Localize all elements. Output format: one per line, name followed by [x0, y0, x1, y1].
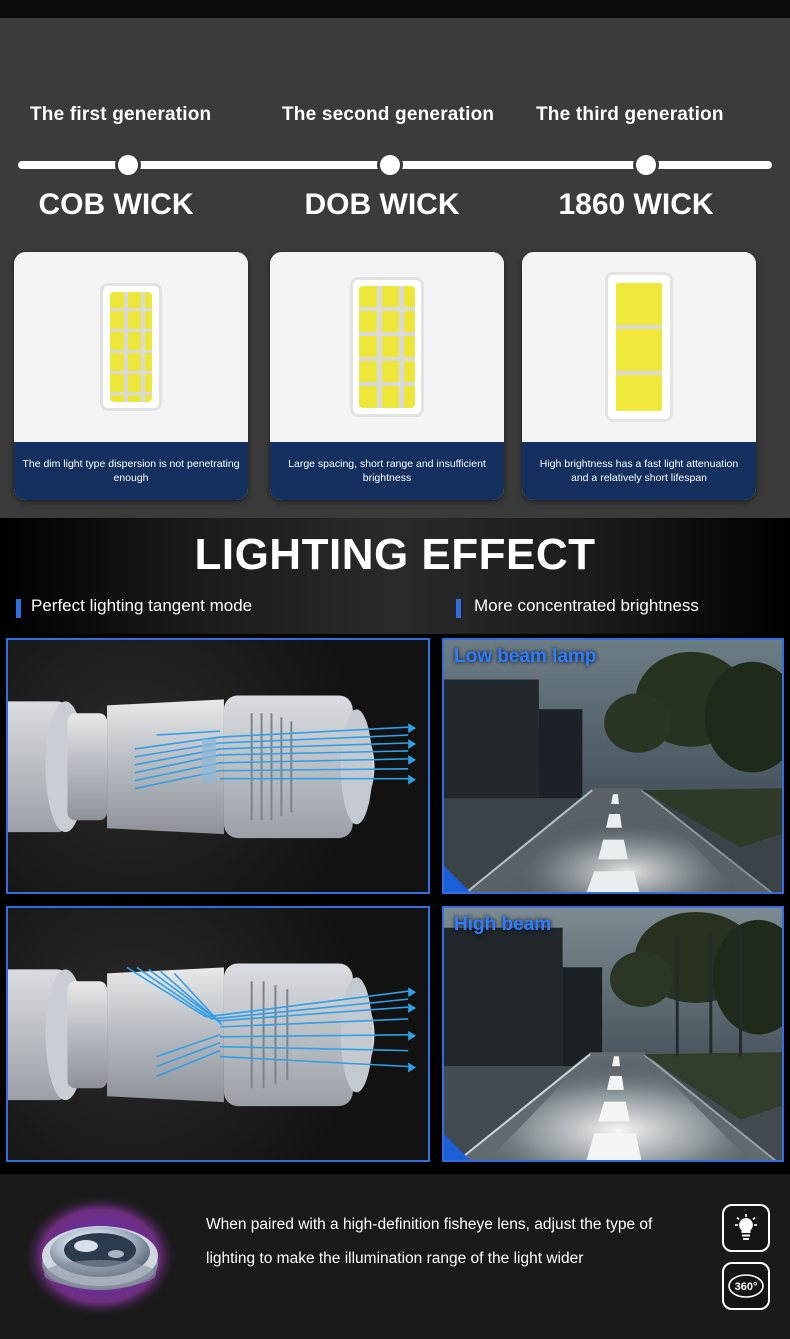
- dob-chip-image: [270, 252, 504, 442]
- lamp-cutaway-illustration-2: [8, 908, 428, 1162]
- bulb-icon-badge: [722, 1204, 770, 1252]
- wick-name-3: 1860 WICK: [558, 188, 714, 221]
- generation-labels: [0, 104, 790, 136]
- wick-card-2: [270, 252, 504, 500]
- generation-label-1: The first generation: [30, 104, 212, 125]
- high-beam-road-image: [444, 908, 782, 1161]
- wick-card-caption-2: Large spacing, short range and insufficient brightness: [270, 442, 504, 500]
- bottom-description-line1: When paired with a high-definition fisheye lens, adjust the type of: [206, 1216, 653, 1233]
- subtitle-left: Perfect lighting tangent mode: [31, 596, 253, 615]
- road-photo-high-beam: [442, 906, 784, 1162]
- lamp-cutaway-illustration: [8, 640, 428, 894]
- wick-card-1: [14, 252, 248, 500]
- bottom-description: [206, 1208, 676, 1276]
- timeline-dot-3: [636, 155, 656, 175]
- high-beam-label: High beam: [454, 914, 552, 935]
- bulb-icon: [733, 1214, 759, 1242]
- cob-chip-icon: [100, 283, 162, 411]
- lighting-effect-grid: [0, 634, 790, 1174]
- 360-degree-icon: [726, 1269, 766, 1303]
- wick-names: [0, 188, 790, 232]
- lamp-diagram-high-beam: [6, 906, 430, 1162]
- lamp-diagram-low-beam: [6, 638, 430, 894]
- corner-marker-low: [444, 866, 470, 892]
- cob-chip-image: [14, 252, 248, 442]
- timeline-dot-1: [118, 155, 138, 175]
- top-black-bar: [0, 0, 790, 18]
- generation-label-3: The third generation: [536, 104, 724, 125]
- wick-cards: [0, 252, 790, 502]
- corner-marker-high: [444, 1134, 470, 1160]
- generation-timeline: [18, 158, 772, 172]
- 1860-chip-image: [522, 252, 756, 442]
- subtitle-accent-left: [16, 599, 21, 618]
- wick-card-caption-3: High brightness has a fast light attenuation and a relatively short lifespan: [522, 442, 756, 500]
- svg-text:360°: 360°: [734, 1281, 758, 1293]
- lighting-effect-title: LIGHTING EFFECT: [194, 530, 596, 579]
- wick-card-caption-1: The dim light type dispersion is not penetrating enough: [14, 442, 248, 500]
- lighting-effect-subtitles: [0, 596, 790, 626]
- fisheye-lens-image: [20, 1182, 180, 1330]
- generations-section: [0, 0, 790, 518]
- 1860-chip-icon: [605, 272, 673, 422]
- timeline-dot-2: [380, 155, 400, 175]
- road-photo-low-beam: [442, 638, 784, 894]
- low-beam-road-image: [444, 640, 782, 893]
- wick-name-2: DOB WICK: [304, 188, 460, 221]
- bottom-info-section: [0, 1174, 790, 1339]
- generation-label-2: The second generation: [282, 104, 495, 125]
- bottom-description-line2: lighting to make the illumination range of the light wider: [206, 1250, 584, 1267]
- low-beam-label: Low beam lamp: [454, 646, 597, 667]
- rotation-360-badge: [722, 1262, 770, 1310]
- subtitle-accent-right: [456, 599, 461, 618]
- wick-card-3: [522, 252, 756, 500]
- subtitle-right: More concentrated brightness: [474, 596, 699, 615]
- dob-chip-icon: [350, 277, 424, 417]
- wick-name-1: COB WICK: [38, 188, 194, 221]
